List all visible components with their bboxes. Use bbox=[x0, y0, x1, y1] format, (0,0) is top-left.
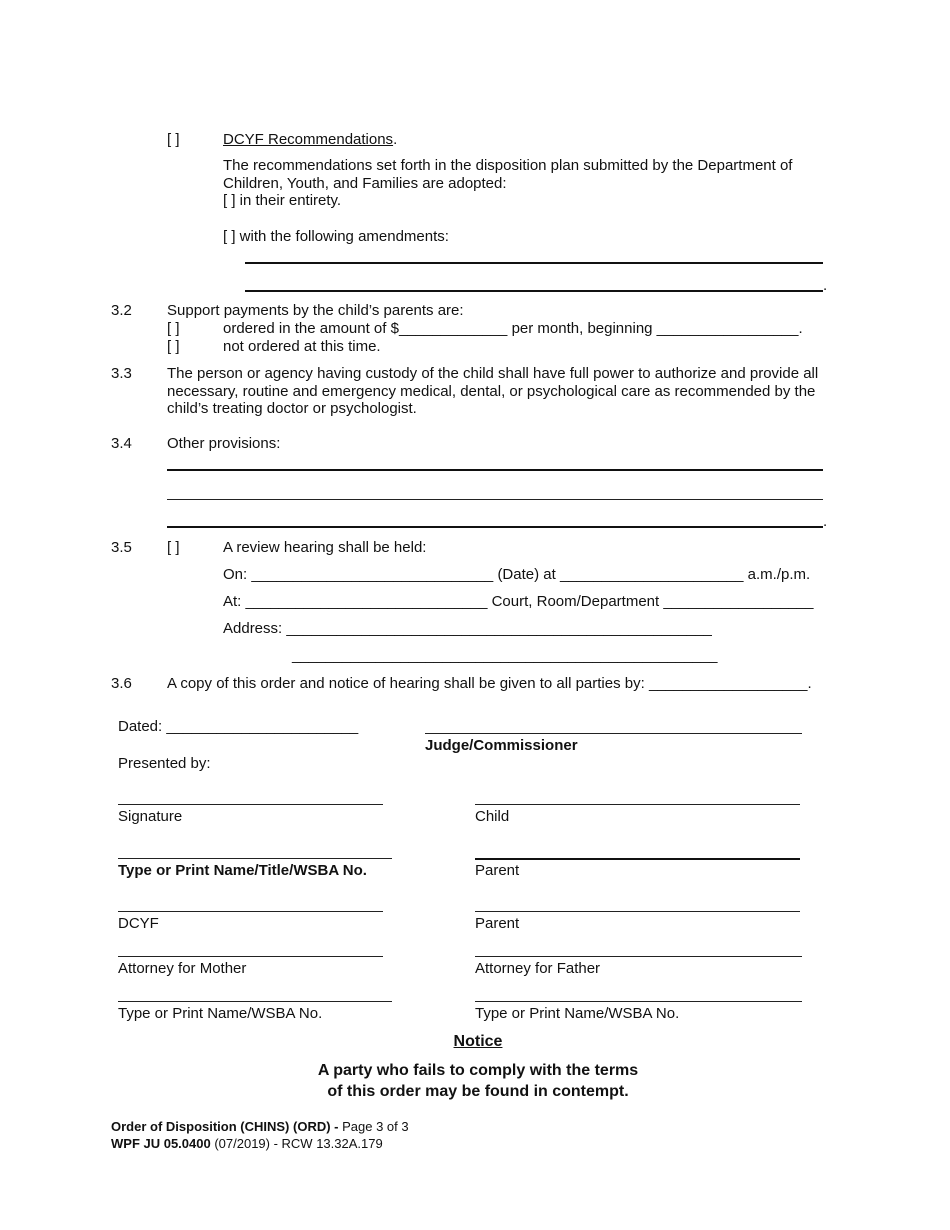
custody-care-paragraph: The person or agency having custody of the child shall have full power to authorize and provide all necessary, routine and emergency medical, dental, or psychological care as recommended by the child’s treating doctor or psychologist. bbox=[167, 365, 819, 417]
support-ordered-option[interactable]: ordered in the amount of $_____________ per month, beginning _________________. bbox=[223, 320, 803, 337]
judge-signature-line[interactable] bbox=[425, 733, 802, 734]
attorney-mother-label: Attorney for Mother bbox=[118, 960, 247, 977]
attorney-father-label: Attorney for Father bbox=[475, 960, 601, 977]
other-provisions-line-3[interactable] bbox=[167, 526, 823, 528]
type-name-left-label: Type or Print Name/WSBA No. bbox=[118, 1005, 323, 1022]
copy-of-order-field[interactable]: A copy of this order and notice of hearing shall be given to all parties by: ___________________. bbox=[167, 675, 812, 692]
dcyf-signature-line[interactable] bbox=[118, 911, 383, 912]
presented-by-label: Presented by: bbox=[118, 755, 211, 772]
notice-heading: Notice bbox=[453, 1033, 503, 1050]
dcyf-paragraph: The recommendations set forth in the disposition plan submitted by the Department of Children, Youth, and Families are adopted: bbox=[223, 157, 793, 192]
footer-page-number: Page 3 of 3 bbox=[338, 1119, 409, 1134]
dcyf-heading-period: . bbox=[393, 131, 398, 148]
other-provisions-label: Other provisions: bbox=[167, 435, 281, 452]
dcyf-heading bbox=[223, 131, 397, 149]
review-hearing-label: A review hearing shall be held: bbox=[223, 539, 427, 556]
parent-2-label: Parent bbox=[475, 915, 520, 932]
section-number-3-4: 3.4 bbox=[111, 435, 132, 452]
child-label: Child bbox=[475, 808, 510, 825]
attorney-father-line[interactable] bbox=[475, 956, 802, 957]
footer-form-rest: (07/2019) - RCW 13.32A.179 bbox=[210, 1136, 383, 1151]
other-provisions-line-1[interactable] bbox=[167, 469, 823, 471]
hearing-date-time-field[interactable]: On: _____________________________ (Date) at ______________________ a.m./p.m. bbox=[223, 566, 811, 583]
footer-form-bold: WPF JU 05.0400 bbox=[111, 1136, 211, 1151]
dcyf-checkbox[interactable]: [ ] bbox=[167, 131, 180, 148]
judge-commissioner-label: Judge/Commissioner bbox=[425, 737, 578, 754]
parent-1-label: Parent bbox=[475, 862, 520, 879]
signature-label: Signature bbox=[118, 808, 183, 825]
other-provisions-line-2[interactable] bbox=[167, 499, 823, 500]
other-provisions-period: . bbox=[823, 513, 828, 530]
support-not-ordered-checkbox[interactable]: [ ] bbox=[167, 338, 180, 355]
type-name-title-line[interactable] bbox=[118, 858, 392, 859]
child-signature-line[interactable] bbox=[475, 804, 800, 805]
footer-title bbox=[111, 1118, 409, 1136]
dcyf-option-amendments[interactable]: [ ] with the following amendments: bbox=[223, 228, 449, 245]
amendment-line-2[interactable] bbox=[245, 290, 823, 292]
footer-title-bold: Order of Disposition (CHINS) (ORD) - bbox=[111, 1119, 339, 1134]
amendment-line-1[interactable] bbox=[245, 262, 823, 264]
support-not-ordered-option: not ordered at this time. bbox=[223, 338, 381, 355]
dcyf-heading-text: DCYF Recommendations bbox=[223, 131, 394, 148]
type-name-title-label: Type or Print Name/Title/WSBA No. bbox=[118, 862, 367, 879]
notice-line-1: A party who fails to comply with the terms bbox=[317, 1062, 639, 1079]
signature-line[interactable] bbox=[118, 804, 383, 805]
type-name-right-label: Type or Print Name/WSBA No. bbox=[475, 1005, 680, 1022]
dcyf-option-entirety[interactable]: [ ] in their entirety. bbox=[223, 192, 342, 209]
support-payments-label: Support payments by the child’s parents are: bbox=[167, 302, 464, 319]
amendment-period: . bbox=[823, 277, 828, 294]
section-number-3-2: 3.2 bbox=[111, 302, 132, 319]
review-hearing-checkbox[interactable]: [ ] bbox=[167, 539, 180, 556]
parent-1-signature-line[interactable] bbox=[475, 858, 800, 860]
parent-2-signature-line[interactable] bbox=[475, 911, 800, 912]
type-name-right-line[interactable] bbox=[475, 1001, 802, 1002]
hearing-address-field[interactable]: Address: ___________________________________________________ bbox=[223, 620, 712, 637]
type-name-left-line[interactable] bbox=[118, 1001, 392, 1002]
support-ordered-checkbox[interactable]: [ ] bbox=[167, 320, 180, 337]
notice-line-2: of this order may be found in contempt. bbox=[327, 1083, 629, 1100]
footer-form-id bbox=[111, 1135, 383, 1153]
attorney-mother-line[interactable] bbox=[118, 956, 383, 957]
section-number-3-3: 3.3 bbox=[111, 365, 132, 382]
dcyf-label: DCYF bbox=[118, 915, 159, 932]
hearing-address-line-2[interactable]: ___________________________________________________ bbox=[292, 647, 718, 664]
dated-field[interactable]: Dated: _______________________ bbox=[118, 718, 359, 735]
section-number-3-6: 3.6 bbox=[111, 675, 132, 692]
section-number-3-5: 3.5 bbox=[111, 539, 132, 556]
hearing-court-room-field[interactable]: At: _____________________________ Court, Room/Department __________________ bbox=[223, 593, 814, 610]
